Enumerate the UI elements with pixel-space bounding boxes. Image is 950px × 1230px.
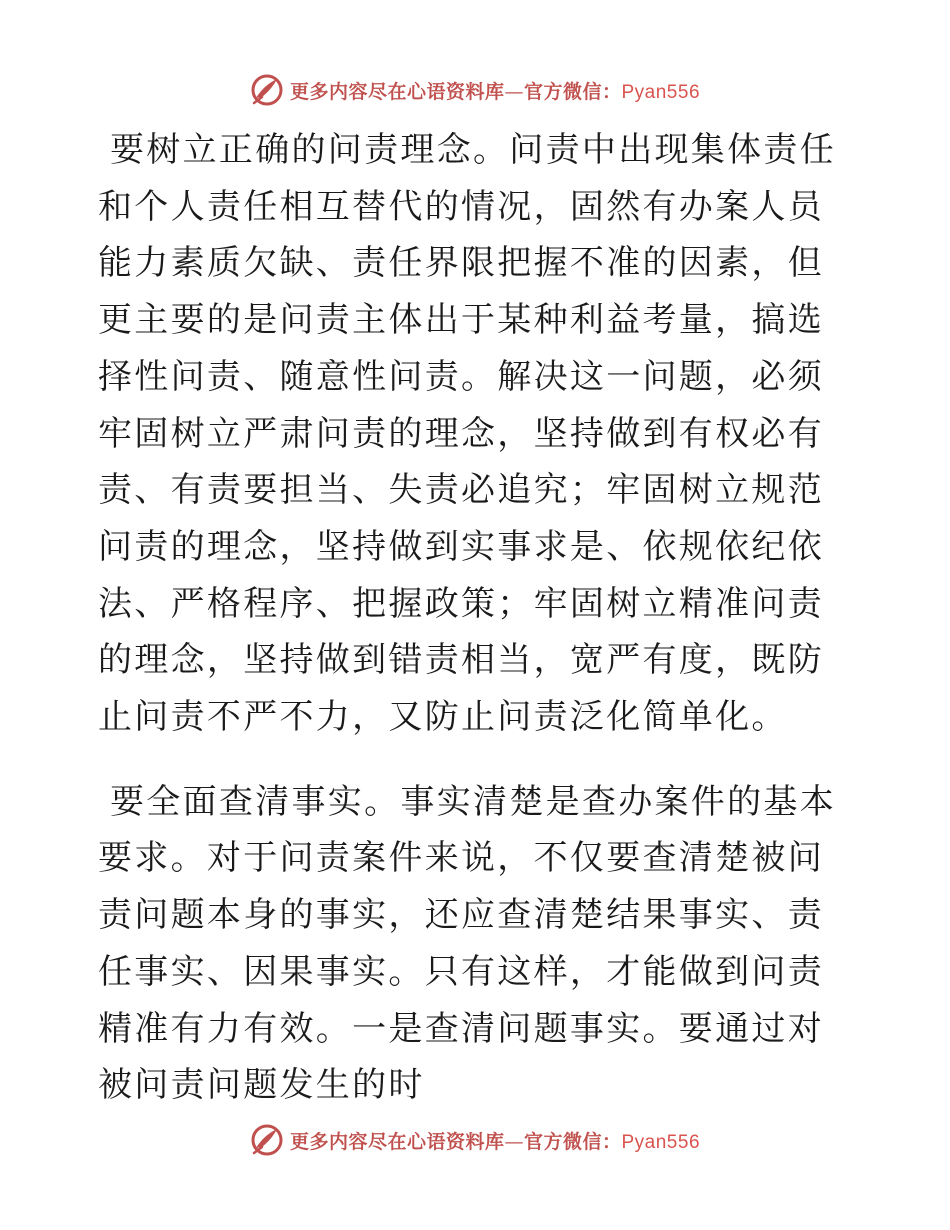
- watermark-official: 官方微信：: [523, 80, 622, 103]
- paragraph-investigate-facts: 要全面查清事实。事实清楚是查办案件的基本要求。对于问责案件来说，不仅要查清楚被问责问题本身的事实，还应查清楚结果事实、责任事实、因果事实。只有这样，才能做到问责精准有力有效。一是查清问题事实。要通过对被问责问题发生的时: [98, 781, 836, 1106]
- watermark-text: [290, 1127, 700, 1154]
- watermark-main: 更多内容尽在心语资料库: [289, 80, 505, 103]
- watermark-official: 官方微信：: [523, 1130, 622, 1153]
- watermark-dash: —: [504, 80, 524, 103]
- document-body: [98, 122, 852, 1114]
- watermark-wechat-id: Pyan556: [621, 81, 701, 103]
- footer-watermark: [0, 1120, 950, 1160]
- paragraph-accountability-concept: 要树立正确的问责理念。问责中出现集体责任和个人责任相互替代的情况，固然有办案人员能力素质欠缺、责任界限把握不准的因素，但更主要的是问责主体出于某种利益考量，搞选择性问责、随意性问责。解决这一问题，必须牢固树立严肃问责的理念，坚持做到有权必有责、有责要担当、失责必追究；牢固树立规范问责的理念，坚持做到实事求是、依规依纪依法、严格程序、把握政策；牢固树立精准问责的理念，坚持做到错责相当，宽严有度，既防止问责不严不力，又防止问责泛化简单化。: [98, 130, 836, 738]
- pen-logo-icon: [250, 73, 284, 107]
- watermark-dash: —: [504, 1130, 524, 1153]
- watermark-text: [290, 77, 700, 104]
- header-watermark: [0, 70, 950, 110]
- watermark-wechat-id: Pyan556: [621, 1131, 701, 1153]
- watermark-main: 更多内容尽在心语资料库: [289, 1130, 505, 1153]
- pen-logo-icon: [250, 1123, 284, 1157]
